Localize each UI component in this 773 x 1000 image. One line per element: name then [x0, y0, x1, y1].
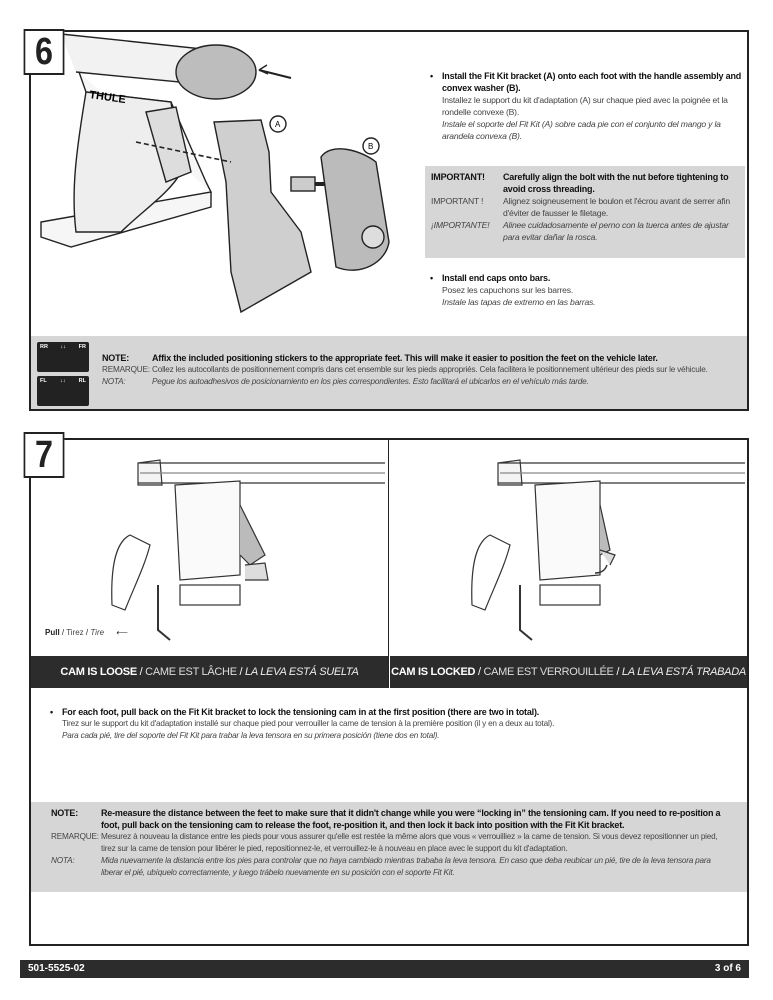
arrow-left-icon: ⟵: [116, 628, 128, 637]
step-6-instruction-2: • Install end caps onto bars. Posez les capuchons sur les barres. Instale las tapas de extremo en las barras.: [430, 272, 745, 308]
cam-loose-illustration: [100, 455, 385, 650]
page-number: 3 of 6: [714, 963, 741, 974]
step-number-7: 7: [24, 432, 65, 478]
step-6-note-text: NOTE: Affix the included positioning stickers to the appropriate feet. This will make it easier to position the feet on the vehicle later. REMARQUE: Collez les autocollants de positionnement compris dans cet ensemble sur les pieds appropriés. Cela facilitera le positionnement ultérieur des pieds sur le véhicule. NOTA: Pegue los autoadhesivos de posicionamiento en los pies correspondientes. Esto facilitará el ubicarlos en el vehículo más tarde.: [102, 353, 708, 386]
important-box: IMPORTANT! Carefully align the bolt with the nut before tightening to avoid cross threading. IMPORTANT ! Alignez soigneusement le boulon et l'écrou avant de serrer afin d'éviter de fausser le filetage. ¡IMPORTANTE! Alinee cuidadosamente el perno con la tuerca antes de ajustar para evitar dañar la rosca.: [425, 166, 745, 258]
step-7-note: NOTE: Re-measure the distance between the feet to make sure that it didn't change while you were “locking in” the tensioning cam. If you need to re-position a foot, pull back on the tensioning cam to release the foot, re-position it, and then lock it back into position with the Fit Kit bracket. REMARQUE: Mesurez à nouveau la distance entre les pieds pour vous assurer qu'elle est restée la même alors que vous « verrouilliez » la came de tension. Si vous devez repositionner un pied, tirez sur la came de tension pour libérer le pied, repositionnez-le, et verrouillez-le à nouveau en place avec le support du kit d'adaptation. NOTA: Mida nuevamente la distancia entre los pies para controlar que no haya cambiado mientras trababa la leva tensora. En caso que deba reubicar un pié, tire de la leva tensora para liberar el pié, ubíquelo correctamente, y luego trábelo nuevamente en su posición con el soporte Fit Kit.: [31, 802, 747, 892]
label-a: A: [275, 120, 281, 129]
part-number: 501-5525-02: [28, 963, 85, 974]
pull-label: Pull / Tirez / Tire ⟵: [45, 628, 128, 637]
positioning-stickers: [37, 342, 89, 406]
label-b: B: [368, 142, 374, 151]
step-7-instruction: • For each foot, pull back on the Fit Kit bracket to lock the tensioning cam in at the first position (there are two in total). Tirez sur le support du kit d'adaptation installé sur chaque pied pour verrouiller la came de tension à la première position (il y en a deux au total). Para cada pié, tire del soporte del Fit Kit para trabar la leva tensora en su primera posición (tiene dos en total).: [50, 706, 740, 742]
sticker-rear-front-right: RR ↓↓ FR: [37, 342, 89, 372]
step-6-illustration: [31, 32, 421, 332]
footer-bar: [20, 960, 749, 978]
cam-locked-illustration: [460, 455, 745, 650]
thule-logo: THULE: [88, 89, 127, 107]
step-6-instruction-1: • Install the Fit Kit bracket (A) onto each foot with the handle assembly and convex washer (B). Installez le support du kit d'adaptation (A) sur chaque pied avec la poignée et la rondelle convexe (B). Instale el soporte del Fit Kit (A) sobre cada pie con el conjunto del mango y la arandela convexa (B).: [430, 70, 745, 142]
caption-cam-locked: CAM IS LOCKED / CAME EST VERROUILLÉE / LA LEVA ESTÁ TRABADA: [390, 656, 747, 688]
panel-divider: [388, 440, 389, 688]
step-number-6: 6: [24, 29, 65, 75]
sticker-front-rear-left: FL ↓↓ RL: [37, 376, 89, 406]
caption-cam-loose: CAM IS LOOSE / CAME EST LÂCHE / LA LEVA ESTÁ SUELTA: [31, 656, 388, 688]
